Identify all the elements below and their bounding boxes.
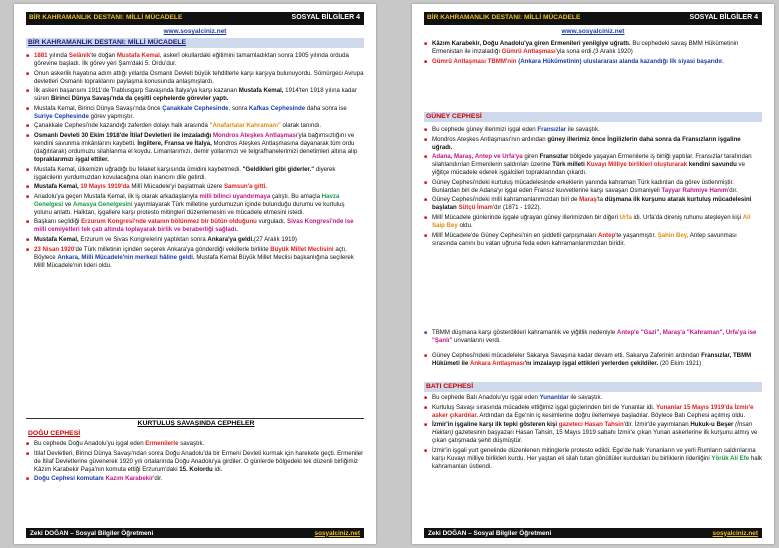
site-link[interactable]: www.sosyalciniz.net bbox=[561, 28, 625, 35]
paragraph: ■ İzmir'in işgali yurt genelinde düzenlenen mitinglerle protesto edildi. Ege'de halk Yunanların ve yerli Rumların saldırılarına karşı Kuvayı milliye birlikleri kurdu. Her yaştan eli silah tutan gönüllüler kurdukları bu birliklerin liderliğini Yörük Ali Efe halk kahramanları üstlendi. bbox=[424, 447, 762, 471]
body-text bbox=[26, 52, 364, 271]
paragraph: ■ Gümrü Antlaşması TBMM'nin (Ankara Hükümetinin) uluslararası alanda kazandığı ilk siyasi başarıdır. bbox=[424, 58, 762, 66]
header-subject: SOSYAL BİLGİLER 4 bbox=[291, 13, 360, 21]
section-title: BİR KAHRAMANLIK DESTANI: MİLLİ MÜCADELE bbox=[26, 38, 364, 48]
paragraph: ■ Mustafa Kemal, Birinci Dünya Savaşı'nda önce Çanakkale Cephesinde, sonra Kafkas Cephesinde daha sonra ise Suriye Cephesinde görev yapmıştır. bbox=[26, 105, 364, 121]
paragraph: ■ Millî Mücadele günlerinde işgale uğrayan güney illerimizden bir diğeri Urfa idi. Urfa'da direniş ruhunu ateşleyen kişi Ali Saip Bey oldu. bbox=[424, 214, 762, 230]
page-right bbox=[412, 4, 774, 544]
paragraph: ■ Başkanı seçildiği Erzurum Kongresi'nde vatanın bölünmez bir bütün olduğunu vurguladı. Sivas Kongresi'nde ise milli cemiyetleri tek çatı altında toplayarak birlik ve beraberliği sağladı. bbox=[26, 218, 364, 234]
header-title: BİR KAHRAMANLIK DESTANI: MİLLİ MÜCADELE bbox=[29, 14, 183, 21]
paragraph: ■ Osmanlı Devleti 30 Ekim 1918'de İtilaf Devletleri ile imzaladığı Mondros Ateşkes Antlaşması'yla bağımsızlığını ve kendini savunma imkânlarını kaybetti. İngiltere, Fransa ve İtalya, Mondros Ateşkes Antlaşmasına dayanarak tüm ordu (dağıtılarak) ordumuzu silahlanma el koydu. Limanlarımızı, demir yollarımızı ve telgrafhanelerimizi denetimleri altına alıp topraklarımızı işgal ettiler. bbox=[26, 132, 364, 164]
paragraph: ■ Kâzım Karabekir, Doğu Anadolu'ya giren Ermenileri yenilgiye uğrattı. Bu cephedeki savaş BMM Hükümetinin Ermenistan ile imzaladığı Gümrü Antlaşması'yla sona erdi.(3 Aralık 1920) bbox=[424, 40, 762, 56]
front-title-south: GÜNEY CEPHESİ bbox=[424, 112, 762, 122]
paragraph: ■ Mondros Ateşkes Antlaşması'nın ardından güney illerimiz önce İngilizlerin daha sonra da Fransızların işgaline uğradı. bbox=[424, 136, 762, 152]
body-text-west bbox=[424, 394, 762, 472]
paragraph: ■ Mustafa Kemal, 19 Mayıs 1919'da Millî Mücadele'yi başlatmak üzere Samsun'a gitti. bbox=[26, 183, 364, 191]
page-left bbox=[14, 4, 376, 544]
page-footer bbox=[26, 528, 364, 538]
page-header bbox=[26, 12, 364, 25]
body-text-south-end bbox=[424, 352, 762, 370]
section-title-cepheler: KURTULUŞ SAVAŞINDA CEPHELER bbox=[26, 418, 364, 429]
footer-author: Zeki DOĞAN – Sosyal Bilgiler Öğretmeni bbox=[30, 529, 154, 537]
note-titles bbox=[424, 329, 762, 347]
front-title-west: BATI CEPHESİ bbox=[424, 382, 762, 392]
header-title: BİR KAHRAMANLIK DESTANI: MİLLİ MÜCADELE bbox=[427, 14, 581, 21]
footer-author: Zeki DOĞAN – Sosyal Bilgiler Öğretmeni bbox=[428, 529, 552, 537]
paragraph: ■ 23 Nisan 1920'de Türk milletinin içinden seçerek Ankara'ya gönderdiği vekillerle birlikte Büyük Millet Meclisini açtı. Böylece Ankara, Milli Mücadele'nin merkezi hâline geldi. Mustafa Kemal Büyük Millet Meclisi başkanlığına seçilerek Millî Mücadele'nin lideri oldu. bbox=[26, 246, 364, 270]
note-paragraph: ■ TBMM düşmana karşı gösterdikleri kahramanlık ve yiğitlik nedeniyle Antep'e "Gazi", Maraş'a "Kahraman", Urfa'ya ise "Şanlı" unvanlarını verdi. bbox=[424, 329, 762, 345]
paragraph: ■ Anadolu'ya geçen Mustafa Kemal, ilk iş olarak arkadaşlarıyla milli bilinci uyandırmaya çalıştı. Bu amaçla Havza Genelgesi ve Amasya Genelgesini yayımlayarak Türk milletine yurdumuzun içinde bulunduğu durumu ve kurtuluş yolunu anlattı. Halktan, işgallere karşı protesto mitingleri düzenlemesini ve mücadele etmesini istedi. bbox=[26, 193, 364, 217]
paragraph: ■ Güney Cephesi'ndeki kurtuluş mücadelesinde erkeklerin yanında kahraman Türk kadınları da görev üstlenmiştir. Bunlardan biri de Adana'yı işgal eden Fransız kuvvetlerine karşı savaşan Osmaniyeli Tayyar Rahmiye Hanım'dır. bbox=[424, 179, 762, 195]
paragraph: ■ Adana, Maraş, Antep ve Urfa'ya giren Fransızlar bölgede yaşayan Ermenilerle iş birliği yaptılar. Fransızlar tarafından silahlandırılan Ermenilerin saldırıları üzerine Türk milleti Kuvayı Milliye birlikleri oluşturarak kendini savundu ve yiğitçe mücadele ederek işgalcileri topraklarından çıkardı. bbox=[424, 153, 762, 177]
paragraph: ■ Bu cephede güney illerimizi işgal eden Fransızlar ile savaştık. bbox=[424, 126, 762, 134]
page-footer bbox=[424, 528, 762, 538]
body-text-east bbox=[26, 440, 364, 485]
header-subject: SOSYAL BİLGİLER 4 bbox=[689, 13, 758, 21]
paragraph: ■ Doğu Cephesi komutanı Kazım Karabekir'dir. bbox=[26, 475, 364, 483]
paragraph: ■ Onun askerlik hayatına adım attığı yıllarda Osmanlı Devleti büyük tehditlerle karşı karşıya bulunuyordu. Sömürgeci Avrupa devletleri Osmanlı topraklarını paylaşma konusunda anlaşmışlardı. bbox=[26, 70, 364, 86]
paragraph: ■ Millî Mücadele'de Güney Cephesi'nin en şiddetli çarpışmaları Antep'te yaşanmıştır. Şahin Bey, Antep savunması sırasında canını bu vatan uğruna feda eden kahramanlarımızdan biridir. bbox=[424, 232, 762, 248]
paragraph: ■ Mustafa Kemal, ülkemizin uğradığı bu felaket karşısında ümidini kaybetmedi. "Geldikleri gibi giderler." diyerek işgalcilerin yurdumuzdan kovulacağına olan inancını dile getirdi. bbox=[26, 166, 364, 182]
paragraph: ■ İlk askeri başarısını 1911'de Trablusgarp Savaşında İtalya'ya karşı kazanan Mustafa Kemal, 1914'ten 1918 yılına kadar süren Birinci Dünya Savaşı'nda da çeşitli cephelerde görevler yaptı. bbox=[26, 87, 364, 103]
paragraph: ■ Bu cephede Batı Anadolu'yu işgal eden Yunanlılar ile savaştık. bbox=[424, 394, 762, 402]
paragraph: ■ Çanakkale Cephesi'nde kazandığı zaferden dolayı halk arasında "Anafartalar Kahramanı" olarak tanındı. bbox=[26, 122, 364, 130]
body-text-east-cont bbox=[424, 40, 762, 67]
paragraph: ■ 1881 yılında Selânik'te doğan Mustafa Kemal, askerî okullardaki eğitimini tamamladıktan sonra 1905 yılında orduda görevine başladı. İlk görev yeri Şam'daki 5. Ordu'dur. bbox=[26, 52, 364, 68]
paragraph: ■ Güney Cephesi'ndeki milli kahramanlarımızdan biri de Maraş'ta düşmana ilk kurşunu atarak kurtuluş mücadelesini başlatan Sütçü İmam'dır (1871 - 1922). bbox=[424, 196, 762, 212]
paragraph: ■ Güney Cephesi'ndeki mücadeleler Sakarya Savaşına kadar devam etti. Sakarya Zaferinin ardından Fransızlar, TBMM Hükümeti ile Ankara Antlaşması'nı imzalayıp işgal ettikleri yerlerden çekildiler. (20 Ekim 1921) bbox=[424, 352, 762, 368]
paragraph: ■ Kurtuluş Savaşı sırasında mücadele ettiğimiz işgal güçlerinden biri de Yunanlar idi. Yunanlar 15 Mayıs 1919'da İzmir'e asker çıkardılar. Ardından da Ege'nin iç kesimlerine doğru ilerlemeye başladılar. Böylece Batı Cephesi açılmış oldu. bbox=[424, 404, 762, 420]
footer-site[interactable]: sosyalciniz.net bbox=[712, 529, 758, 537]
body-text-south bbox=[424, 126, 762, 249]
site-link[interactable]: www.sosyalciniz.net bbox=[163, 28, 227, 35]
footer-site[interactable]: sosyalciniz.net bbox=[314, 529, 360, 537]
paragraph: ■ İzmir'in işgaline karşı ilk tepki gösteren kişi gazeteci Hasan Tahsin'dir. İzmir'de yayımlanan Hukuk-u Beşer (İnsan Hakları) gazetesinin başyazarı Hasan Tahsin, 15 Mayıs 1919 sabahı İzmir'e çıkan Yunan askerlerine ilk kurşunu atmış ve çıkan çatışmada şehit düşmüştür. bbox=[424, 421, 762, 445]
page-header bbox=[424, 12, 762, 25]
front-title-east: DOĞU CEPHESİ bbox=[26, 429, 364, 439]
paragraph: ■ Mustafa Kemal, Erzurum ve Sivas Kongrelerini yaptıktan sonra Ankara'ya geldi.(27 Aralık 1919) bbox=[26, 236, 364, 244]
paragraph: ■ Bu cephede Doğu Anadolu'yu işgal eden Ermenilerle savaştık. bbox=[26, 440, 364, 448]
paragraph: ■ İtilaf Devletleri, Birinci Dünya Savaşı'ndan sonra Doğu Anadolu'da bir Ermeni Devleti kurmak için harekete geçti. Ermeniler de İtilaf Devletlerine güvenerek 1920 yılı ortalarında Doğu Anadolu'ya girdiler. O günlerde bölgedeki tek düzenli birliğimiz Kâzım Karabekir Paşa'nın komuta ettiği Erzurum'daki 15. Kolordu idi. bbox=[26, 450, 364, 474]
